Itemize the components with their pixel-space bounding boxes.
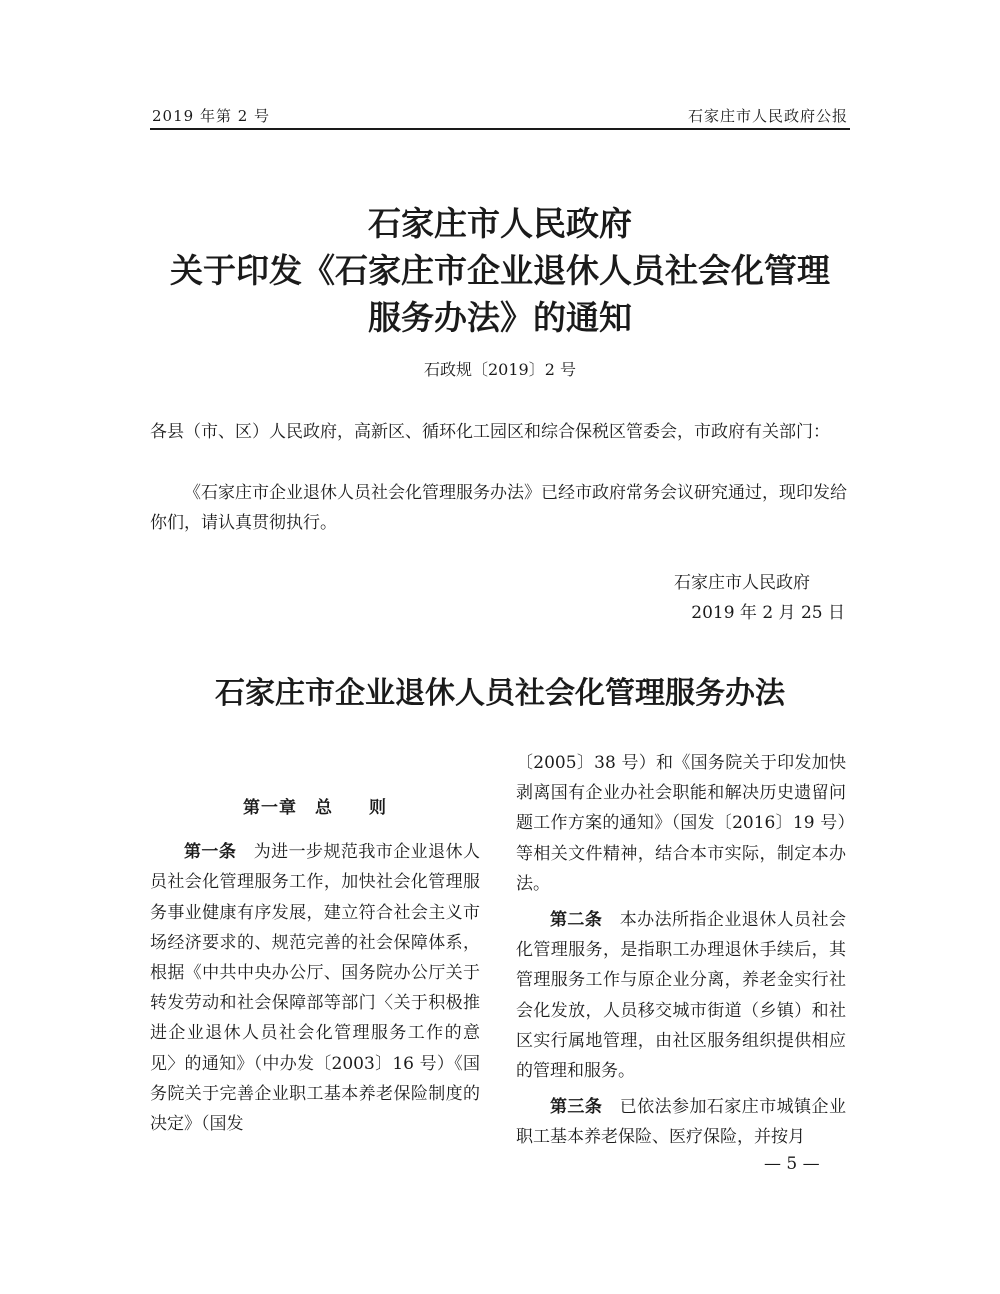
issue-label: 2019 年第 2 号	[152, 107, 271, 125]
article-2-text: 本办法所指企业退休人员社会化管理服务，是指职工办理退休手续后，其管理服务工作与原企业分离，养老金实行社会化发放，人员移交城市街道（乡镇）和社区实行属地管理，由社区服务组织提供相应的管理和服务。	[516, 910, 846, 1082]
signature-organization: 石家庄市人民政府	[674, 573, 810, 593]
notice-title	[150, 200, 850, 341]
notice-addressee: 各县（市、区）人民政府，高新区、循环化工园区和综合保税区管委会，市政府有关部门：	[150, 422, 830, 442]
notice-body: 《石家庄市企业退休人员社会化管理服务办法》已经市政府常务会议研究通过，现印发给你们，请认真贯彻执行。	[150, 483, 847, 533]
left-column	[150, 793, 480, 1139]
measures-title: 石家庄市企业退休人员社会化管理服务办法	[215, 676, 785, 711]
article-2-label: 第二条	[550, 910, 603, 931]
article-1-label: 第一条	[184, 842, 237, 863]
publication-name: 石家庄市人民政府公报	[687, 107, 848, 125]
document-number: 石政规〔2019〕2 号	[424, 360, 576, 379]
notice-title-line-1: 石家庄市人民政府	[368, 204, 632, 243]
notice-title-line-2: 关于印发《石家庄市企业退休人员社会化管理	[170, 251, 830, 290]
signature-date: 2019 年 2 月 25 日	[691, 603, 845, 623]
article-2	[516, 905, 846, 1086]
page-number: — 5 —	[764, 1154, 820, 1174]
article-1-text: 为进一步规范我市企业退休人员社会化管理服务工作，加快社会化管理服务事业健康有序发展，建立符合社会主义市场经济要求的、规范完善的社会保障体系，根据《中共中央办公厅、国务院办公厅关于转发劳动和社会保障部等部门〈关于积极推进企业退休人员社会化管理服务工作的意见〉的通知》（中办发〔2003〕16 号）《国务院关于完善企业职工基本养老保险制度的决定》（国发	[150, 842, 480, 1135]
header-divider	[150, 128, 850, 130]
article-3-text: 已依法参加石家庄市城镇企业职工基本养老保险、医疗保险，并按月	[516, 1097, 846, 1148]
article-3	[516, 1092, 846, 1152]
article-1-continued: 〔2005〕38 号）和《国务院关于印发加快剥离国有企业办社会职能和解决历史遗留问题工作方案的通知》（国发〔2016〕19 号）等相关文件精神，结合本市实际，制定本办法。	[516, 753, 846, 894]
article-1	[150, 837, 480, 1139]
article-3-label: 第三条	[550, 1097, 603, 1118]
chapter-heading: 第一章 总 则	[243, 798, 387, 818]
right-column	[516, 748, 846, 1153]
notice-title-line-3: 服务办法》的通知	[368, 298, 632, 337]
